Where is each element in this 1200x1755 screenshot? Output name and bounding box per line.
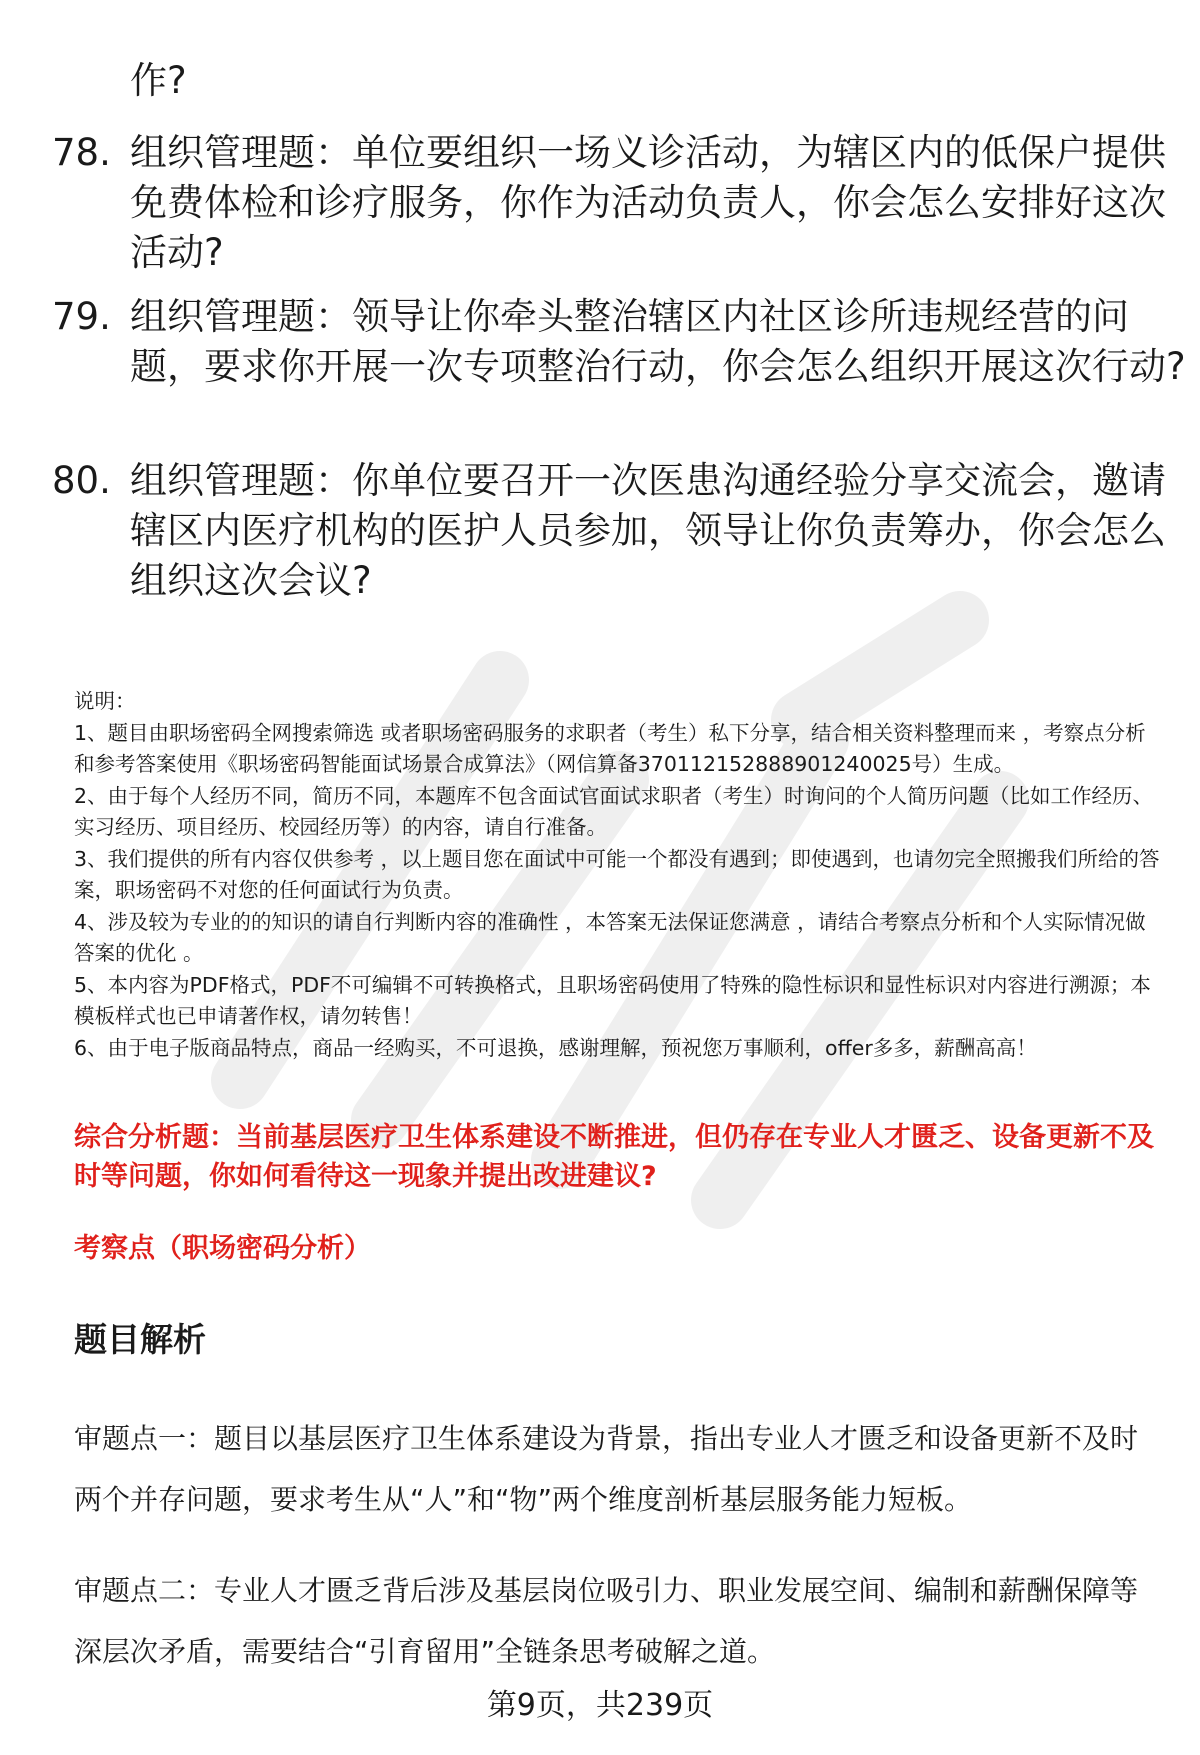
note-item: 3、我们提供的所有内容仅供参考 ，以上题目您在面试中可能一个都没有遇到；即使遇到，也请勿完全照搬我们所给的答案，职场密码不对您的任何面试行为负责。	[74, 846, 1160, 902]
notes-section	[74, 686, 1164, 1064]
analysis-question: 综合分析题：当前基层医疗卫生体系建设不断推进，但仍存在专业人才匮乏、设备更新不及时等问题，你如何看待这一现象并提出改进建议?	[74, 1122, 1154, 1192]
page-footer: 第9页，共239页	[486, 1688, 714, 1723]
exam-point-label: 考察点（职场密码分析）	[74, 1233, 371, 1264]
note-item: 2、由于每个人经历不同，简历不同，本题库不包含面试官面试求职者（考生）时询问的个人简历问题（比如工作经历、实习经历、项目经历、校园经历等）的内容，请自行准备。	[74, 783, 1154, 839]
question-text: 组织管理题：单位要组织一场义诊活动，为辖区内的低保户提供免费体检和诊疗服务，你作为活动负责人，你会怎么安排好这次活动?	[130, 131, 1166, 274]
notes-title: 说明：	[74, 689, 136, 713]
question-item	[52, 292, 1186, 392]
paragraph-text: 审题点二：专业人才匮乏背后涉及基层岗位吸引力、职业发展空间、编制和薪酬保障等深层次矛盾，需要结合“引育留用”全链条思考破解之道。	[74, 1574, 1139, 1668]
section-heading: 题目解析	[74, 1320, 206, 1359]
note-item: 1、题目由职场密码全网搜索筛选 或者职场密码服务的求职者（考生）私下分享，结合相关资料整理而来 ，考察点分析和参考答案使用《职场密码智能面试场景合成算法》（网信算备370112152888901240025号）生成。	[74, 720, 1146, 776]
paragraph-text: 审题点一：题目以基层医疗卫生体系建设为背景，指出专业人才匮乏和设备更新不及时两个并存问题，要求考生从“人”和“物”两个维度剖析基层服务能力短板。	[74, 1422, 1139, 1516]
question-item	[52, 456, 1166, 606]
analysis-paragraph	[74, 1560, 1164, 1682]
question-text: 组织管理题：你单位要召开一次医患沟通经验分享交流会，邀请辖区内医疗机构的医护人员参加，领导让你负责筹办，你会怎么组织这次会议?	[130, 459, 1166, 602]
question-number: 79.	[52, 295, 111, 338]
question-item	[52, 128, 1166, 278]
note-item: 4、涉及较为专业的的知识的请自行判断内容的准确性 ，本答案无法保证您满意 ，请结合考察点分析和个人实际情况做答案的优化 。	[74, 909, 1146, 965]
question-continuation: 作?	[130, 59, 187, 102]
analysis-paragraph	[74, 1408, 1164, 1530]
note-item: 5、本内容为PDF格式，PDF不可编辑不可转换格式，且职场密码使用了特殊的隐性标识和显性标识对内容进行溯源；本模板样式也已申请著作权，请勿转售！	[74, 972, 1151, 1028]
question-text: 组织管理题：领导让你牵头整治辖区内社区诊所违规经营的问题，要求你开展一次专项整治行动，你会怎么组织开展这次行动?	[130, 295, 1186, 388]
question-number: 78.	[52, 131, 111, 174]
note-item: 6、由于电子版商品特点，商品一经购买，不可退换，感谢理解，预祝您万事顺利，offer多多，薪酬高高！	[74, 1035, 1037, 1060]
question-number: 80.	[52, 459, 111, 502]
